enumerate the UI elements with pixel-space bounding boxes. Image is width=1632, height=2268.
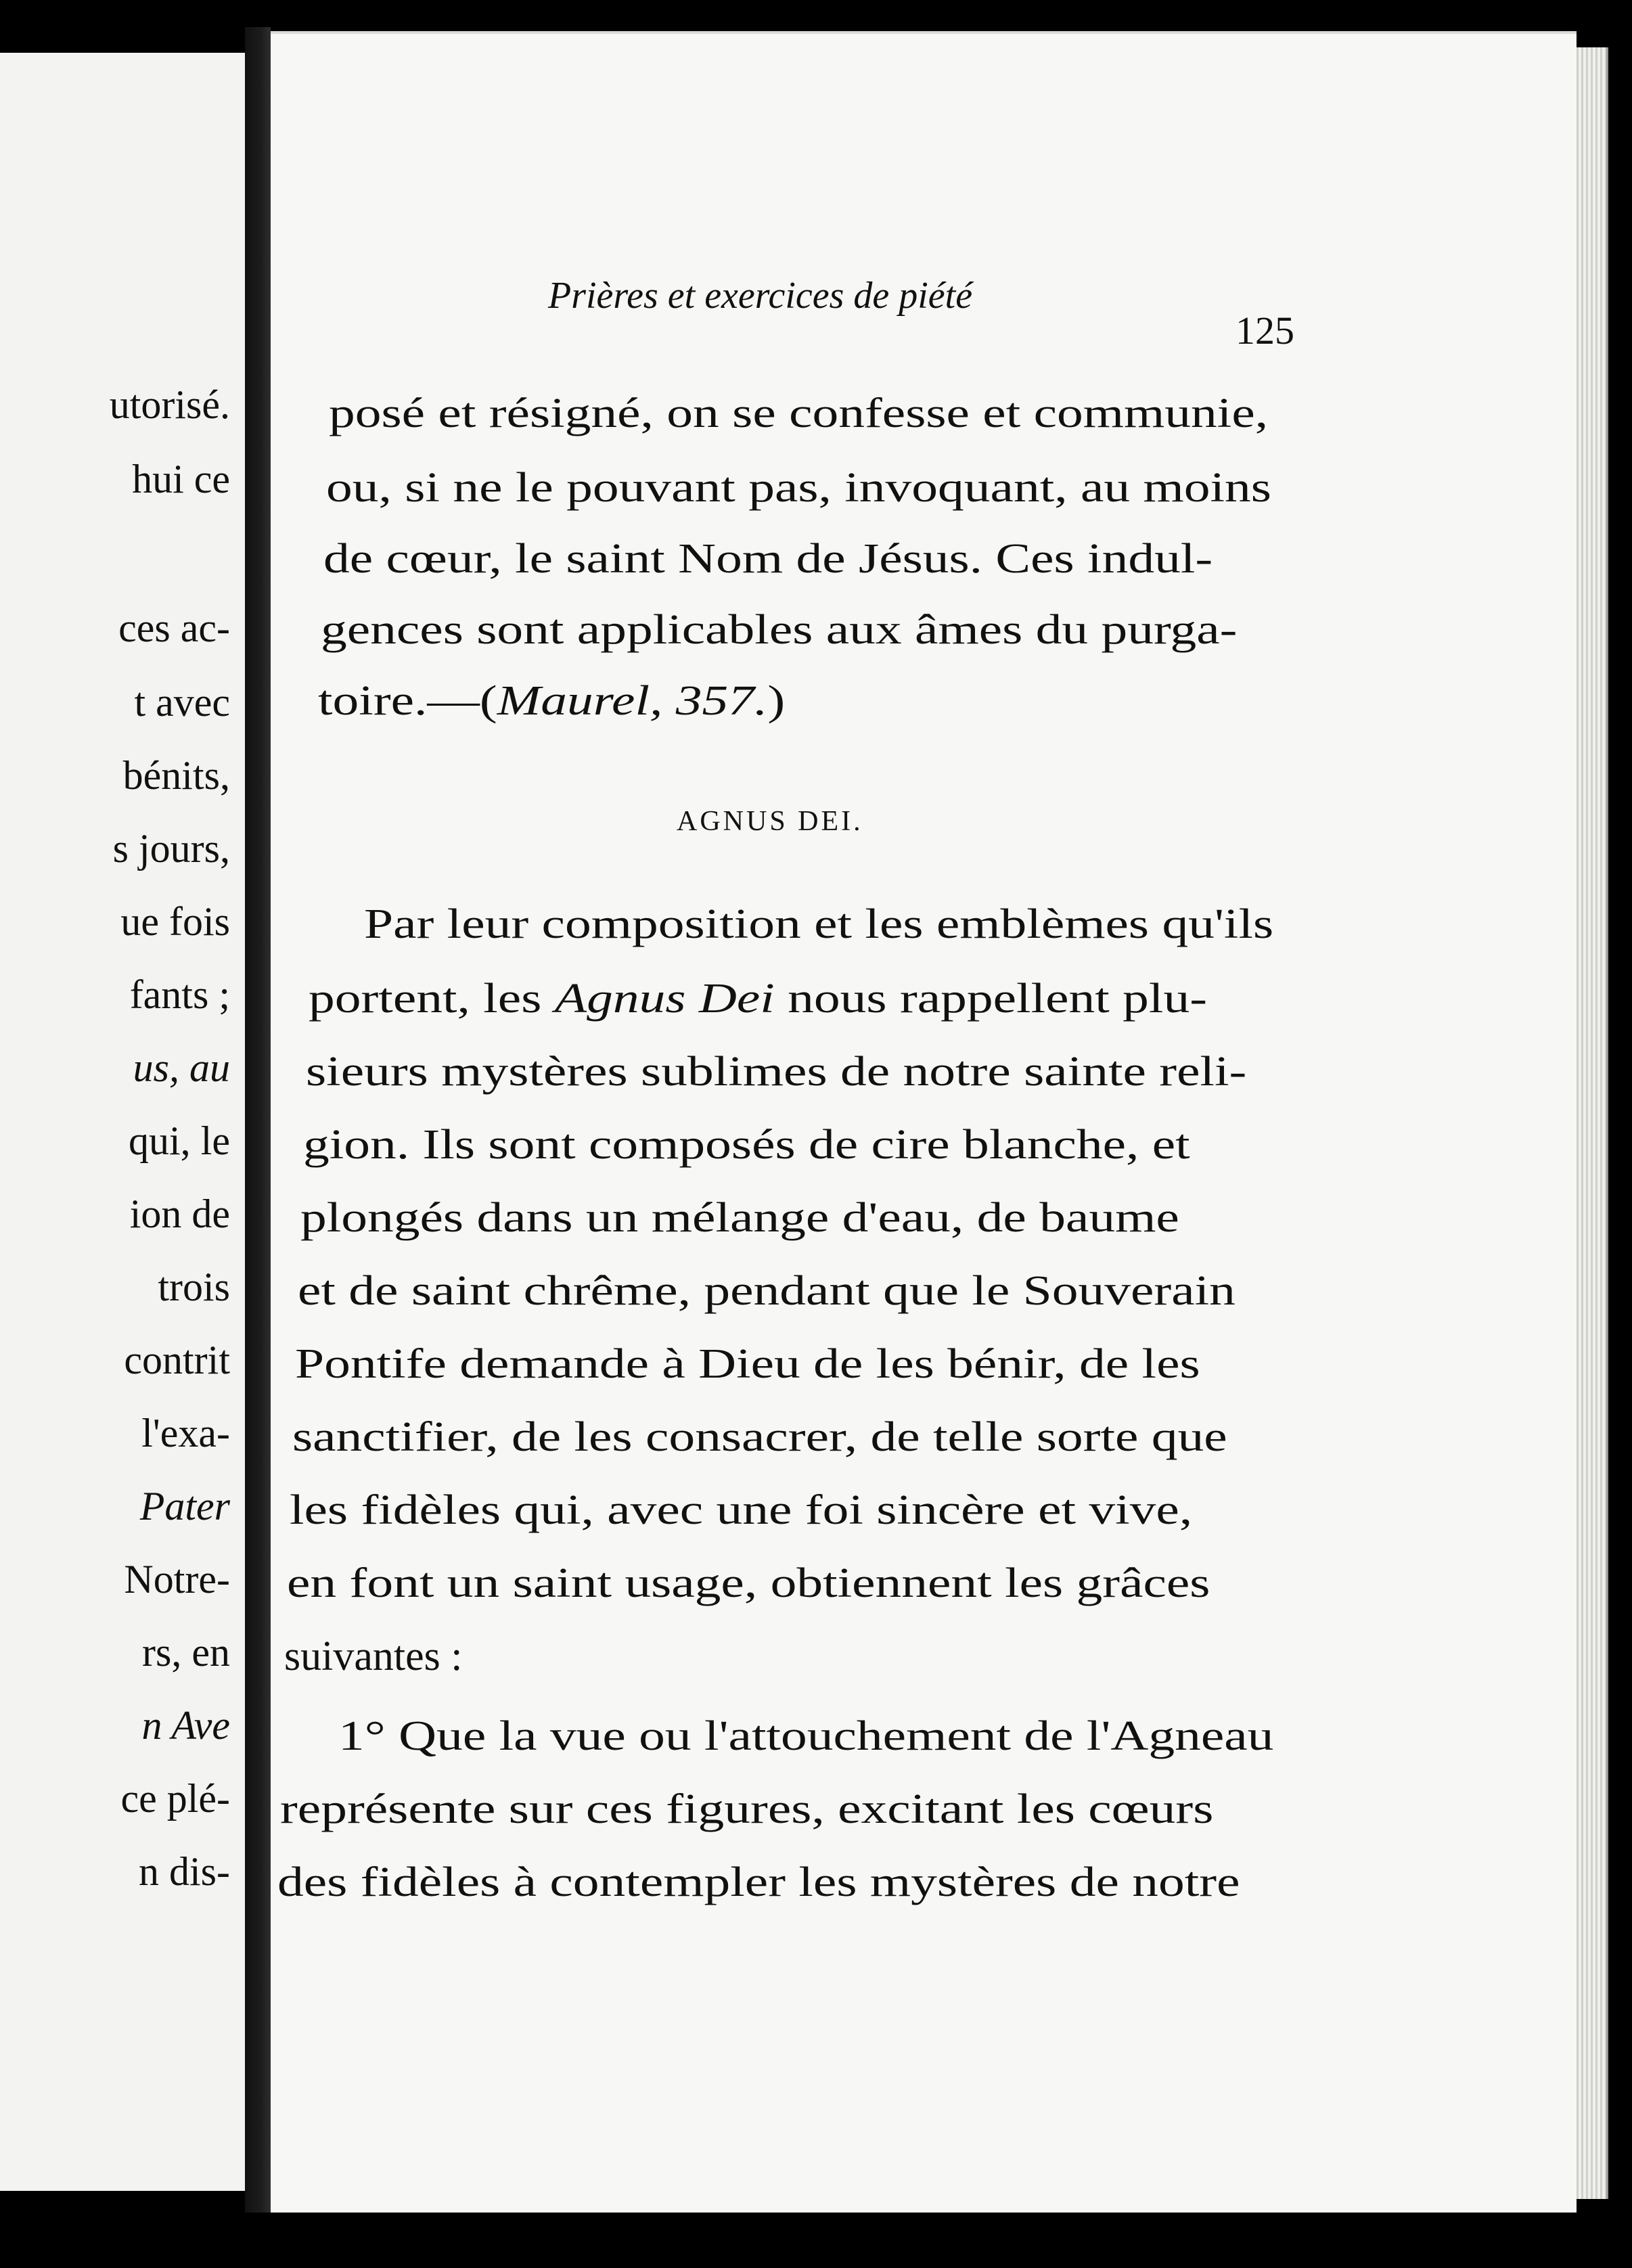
left-text-fragment: ce plé- xyxy=(120,1776,230,1821)
body-line: sieurs mystères sublimes de notre sainte reli- xyxy=(306,1049,1247,1095)
left-text-fragment: hui ce xyxy=(132,457,230,501)
left-text-fragment: utorisé. xyxy=(109,382,230,427)
body-line: suivantes : xyxy=(284,1633,463,1679)
left-text-fragment: ue fois xyxy=(120,899,230,944)
body-line xyxy=(309,978,1207,1020)
left-text-fragment: trois xyxy=(158,1265,230,1309)
left-text-fragment: fants ; xyxy=(129,972,230,1017)
italic-term: Agnus Dei xyxy=(554,976,775,1022)
body-line: plongés dans un mélange d'eau, de baume xyxy=(300,1195,1179,1241)
section-heading: AGNUS DEI. xyxy=(677,806,863,837)
body-line: et de saint chrême, pendant que le Souverain xyxy=(298,1268,1236,1314)
body-line: ou, si ne le pouvant pas, invoquant, au moins xyxy=(326,465,1271,511)
left-text-fragment: n dis- xyxy=(139,1849,230,1894)
previous-page-fragment xyxy=(0,53,245,2191)
body-line: gion. Ils sont composés de cire blanche, et xyxy=(303,1122,1190,1168)
body-line: Pontife demande à Dieu de les bénir, de les xyxy=(295,1341,1200,1387)
running-head: Prières et exercices de piété xyxy=(548,275,973,317)
left-text-fragment: Notre- xyxy=(124,1557,230,1602)
body-line: gences sont applicables aux âmes du purga- xyxy=(321,607,1238,653)
body-line: 1° Que la vue ou l'attouchement de l'Agneau xyxy=(338,1713,1274,1759)
body-line: les fidèles qui, avec une foi sincère et vive, xyxy=(290,1487,1193,1533)
left-text-fragment: Pater xyxy=(139,1484,230,1528)
body-line: des fidèles à contempler les mystères de notre xyxy=(277,1859,1240,1905)
left-text-fragment: contrit xyxy=(124,1338,230,1382)
body-line: en font un saint usage, obtiennent les grâces xyxy=(287,1560,1210,1606)
citation: Maurel, 357. xyxy=(497,678,768,724)
page-number: 125 xyxy=(1236,309,1294,353)
book-gutter xyxy=(245,27,271,2213)
body-text: nous rappellent plu- xyxy=(774,976,1208,1022)
body-text: portent, les xyxy=(309,976,555,1022)
left-text-fragment: bénits, xyxy=(122,753,230,798)
body-line: représente sur ces figures, excitant les cœurs xyxy=(280,1786,1214,1832)
body-text: ) xyxy=(767,678,786,724)
body-text: toire.—( xyxy=(318,678,497,724)
left-text-fragment: ion de xyxy=(129,1192,230,1236)
left-text-fragment: us, au xyxy=(133,1045,230,1090)
left-text-fragment: ces ac- xyxy=(118,606,230,650)
left-text-fragment: t avec xyxy=(134,680,230,725)
body-line: Par leur composition et les emblèmes qu'ils xyxy=(364,901,1274,947)
body-line xyxy=(318,680,785,722)
left-text-fragment: s jours, xyxy=(112,826,230,871)
left-text-fragment: rs, en xyxy=(142,1630,230,1675)
left-text-fragment: l'exa- xyxy=(141,1411,230,1455)
body-line: de cœur, le saint Nom de Jésus. Ces indul- xyxy=(323,536,1213,582)
left-text-fragment: n Ave xyxy=(141,1703,230,1748)
body-line: posé et résigné, on se confesse et communie, xyxy=(329,390,1269,436)
left-text-fragment: qui, le xyxy=(129,1118,230,1163)
page-edges xyxy=(1577,47,1608,2199)
body-line: sanctifier, de les consacrer, de telle sorte que xyxy=(292,1414,1227,1460)
